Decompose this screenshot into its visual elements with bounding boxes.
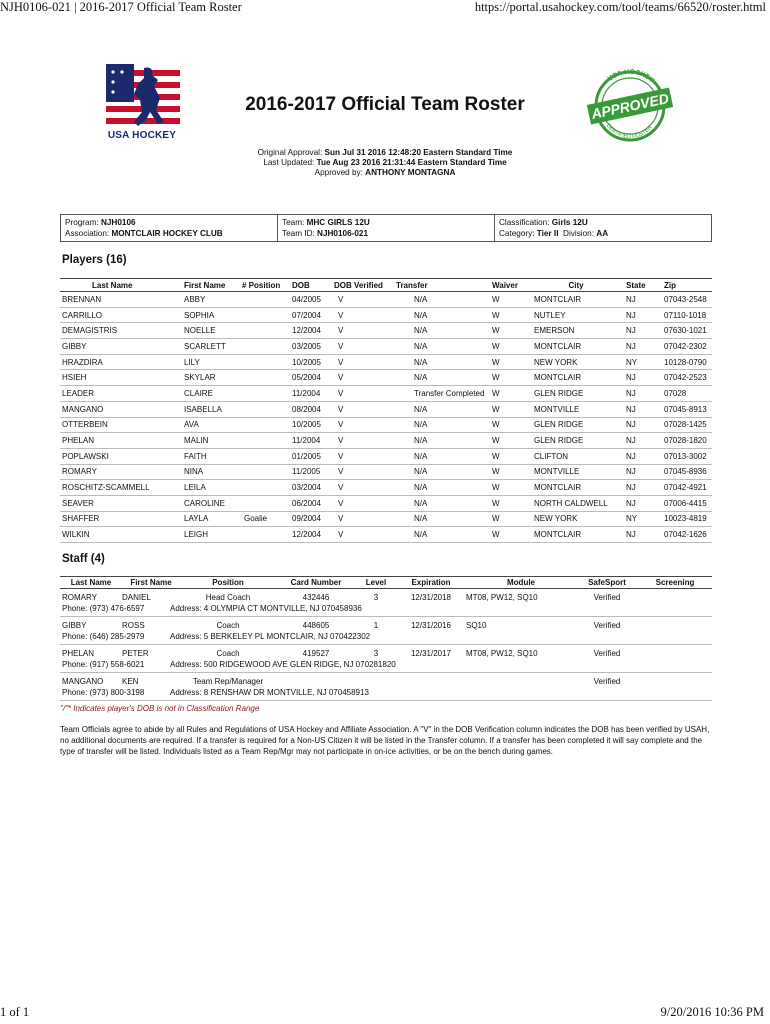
- player-cell: [240, 433, 290, 449]
- player-cell: N/A: [394, 433, 490, 449]
- player-cell: V: [332, 386, 394, 402]
- player-cell: NORTH CALDWELL: [528, 495, 624, 511]
- program-cell: [61, 215, 277, 241]
- player-cell: NJ: [624, 401, 662, 417]
- player-cell: V: [332, 495, 394, 511]
- team-id-value: NJH0106-021: [317, 228, 369, 238]
- player-row: [60, 307, 712, 323]
- player-cell: V: [332, 354, 394, 370]
- staff-header-row: [60, 576, 712, 589]
- staff-cell-level: 3: [373, 593, 379, 602]
- player-cell: GIBBY: [60, 339, 174, 355]
- player-cell: 07110-1018: [662, 307, 712, 323]
- player-cell: W: [490, 323, 528, 339]
- player-cell: MONTVILLE: [528, 401, 624, 417]
- team-id-label: Team ID:: [282, 228, 315, 238]
- player-cell: 07028: [662, 386, 712, 402]
- player-cell: V: [332, 292, 394, 308]
- player-row: [60, 480, 712, 496]
- staff-address: Address: 8 RENSHAW DR MONTVILLE, NJ 070458913: [170, 688, 369, 697]
- staff-col-header: SafeSport: [588, 578, 626, 587]
- player-cell: LEADER: [60, 386, 174, 402]
- player-cell: NJ: [624, 292, 662, 308]
- player-cell: W: [490, 339, 528, 355]
- player-cell: POPLAWSKI: [60, 448, 174, 464]
- player-cell: NJ: [624, 433, 662, 449]
- player-cell: [240, 354, 290, 370]
- player-cell: MONTCLAIR: [528, 339, 624, 355]
- staff-cell-safesport: Verified: [593, 649, 621, 658]
- player-cell: BRENNAN: [60, 292, 174, 308]
- player-cell: MONTCLAIR: [528, 527, 624, 543]
- player-cell: 03/2004: [290, 480, 332, 496]
- player-cell: V: [332, 433, 394, 449]
- staff-cell-first: DANIEL: [122, 593, 151, 602]
- approval-info: [200, 148, 570, 178]
- players-col-header: DOB: [290, 279, 332, 292]
- staff-cell-first: ROSS: [122, 621, 145, 630]
- player-cell: V: [332, 339, 394, 355]
- player-cell: NJ: [624, 448, 662, 464]
- player-cell: MALIN: [174, 433, 240, 449]
- players-col-header: # Position: [240, 279, 290, 292]
- player-cell: NJ: [624, 417, 662, 433]
- original-approval-label: Original Approval:: [257, 148, 323, 157]
- staff-cell-expiration: 12/31/2018: [410, 593, 452, 602]
- player-cell: 10/2005: [290, 354, 332, 370]
- player-cell: FAITH: [174, 448, 240, 464]
- player-cell: HSIEH: [60, 370, 174, 386]
- stamp-approved-text: APPROVED: [589, 90, 671, 122]
- team-value: MHC GIRLS 12U: [306, 218, 370, 227]
- staff-cell-safesport: Verified: [593, 621, 621, 630]
- player-cell: NEW YORK: [528, 354, 624, 370]
- staff-col-header: Module: [507, 578, 535, 587]
- player-cell: NINA: [174, 464, 240, 480]
- player-cell: MANGANO: [60, 401, 174, 417]
- player-cell: W: [490, 401, 528, 417]
- player-cell: 11/2004: [290, 433, 332, 449]
- staff-col-header: First Name: [130, 578, 172, 587]
- player-cell: N/A: [394, 307, 490, 323]
- player-cell: 07006-4415: [662, 495, 712, 511]
- player-cell: W: [490, 527, 528, 543]
- player-cell: 04/2005: [290, 292, 332, 308]
- players-header-row: [60, 279, 712, 292]
- player-cell: ROSCHITZ-SCAMMELL: [60, 480, 174, 496]
- stamp-top-text: USA HOCKEY: [606, 68, 656, 85]
- approved-by-label: Approved by:: [314, 168, 363, 177]
- player-cell: N/A: [394, 511, 490, 527]
- officials-agreement-note: Team Officials agree to abide by all Rules and Regulations of USA Hockey and Affiliate Association. A "V" in the DOB Verification column indicates the DOB has been verified by USAH, no additional documents are required. If a transfer is required for a Non-US Citizen it will be listed in the Transfer column. If a transfer has been completed it will say complete and the type of transfer will be listed. Individuals listed as a Team Rep/Mgr may not participate in on-ice activities, or be on the bench during games.: [60, 725, 710, 756]
- player-row: [60, 448, 712, 464]
- category-value: Tier II: [536, 228, 559, 238]
- player-cell: EMERSON: [528, 323, 624, 339]
- staff-cell-level: 1: [373, 621, 379, 630]
- player-cell: [240, 307, 290, 323]
- category-label: Category:: [499, 228, 535, 238]
- player-cell: 07045-8936: [662, 464, 712, 480]
- player-cell: 09/2004: [290, 511, 332, 527]
- classification-cell: [494, 215, 711, 241]
- player-cell: NJ: [624, 323, 662, 339]
- staff-col-header: Position: [212, 578, 244, 587]
- staff-address: Address: 500 RIDGEWOOD AVE GLEN RIDGE, NJ 070281820: [170, 660, 396, 669]
- player-row: [60, 527, 712, 543]
- player-cell: N/A: [394, 448, 490, 464]
- player-cell: N/A: [394, 495, 490, 511]
- player-cell: W: [490, 433, 528, 449]
- player-cell: Transfer Completed: [394, 386, 490, 402]
- player-cell: W: [490, 511, 528, 527]
- player-cell: W: [490, 307, 528, 323]
- staff-col-header: Level: [365, 578, 387, 587]
- player-cell: N/A: [394, 527, 490, 543]
- approved-stamp: [584, 66, 676, 144]
- player-cell: 07/2004: [290, 307, 332, 323]
- player-row: [60, 323, 712, 339]
- player-cell: 03/2005: [290, 339, 332, 355]
- staff-record: [60, 673, 712, 701]
- player-cell: V: [332, 307, 394, 323]
- player-cell: OTTERBEIN: [60, 417, 174, 433]
- stamp-bottom-text: CERTIFIED ROSTER: [604, 122, 654, 141]
- player-cell: MONTCLAIR: [528, 480, 624, 496]
- player-cell: 07028-1820: [662, 433, 712, 449]
- player-cell: V: [332, 417, 394, 433]
- players-table: [60, 278, 712, 543]
- player-cell: N/A: [394, 339, 490, 355]
- player-cell: 10023-4819: [662, 511, 712, 527]
- player-cell: PHELAN: [60, 433, 174, 449]
- player-cell: CARRILLO: [60, 307, 174, 323]
- player-cell: [240, 339, 290, 355]
- staff-cell-safesport: Verified: [593, 593, 621, 602]
- program-label: Program:: [65, 218, 99, 227]
- svg-text:USA HOCKEY: [607, 69, 656, 85]
- staff-address: Address: 5 BERKELEY PL MONTCLAIR, NJ 070422302: [170, 632, 371, 641]
- player-cell: SHAFFER: [60, 511, 174, 527]
- player-cell: 07042-2523: [662, 370, 712, 386]
- player-cell: CLAIRE: [174, 386, 240, 402]
- players-col-header: Waiver: [490, 279, 528, 292]
- player-cell: GLEN RIDGE: [528, 386, 624, 402]
- staff-cell-expiration: 12/31/2016: [410, 621, 452, 630]
- players-col-header: State: [624, 279, 662, 292]
- player-cell: [240, 401, 290, 417]
- approved-by-value: ANTHONY MONTAGNA: [365, 168, 456, 177]
- player-cell: LAYLA: [174, 511, 240, 527]
- player-cell: 10/2005: [290, 417, 332, 433]
- staff-cell-module: SQ10: [466, 621, 487, 630]
- players-col-header: Zip: [662, 279, 712, 292]
- player-cell: V: [332, 464, 394, 480]
- page-title: 2016-2017 Official Team Roster: [245, 94, 525, 115]
- player-row: [60, 417, 712, 433]
- player-cell: [240, 464, 290, 480]
- player-cell: NJ: [624, 464, 662, 480]
- player-row: [60, 292, 712, 308]
- print-header-title: NJH0106-021 | 2016-2017 Official Team Roster: [0, 0, 242, 14]
- classification-value: Girls 12U: [551, 218, 588, 227]
- player-row: [60, 370, 712, 386]
- program-value: NJH0106: [100, 218, 136, 227]
- staff-cell-position: Coach: [216, 649, 240, 658]
- player-cell: 08/2004: [290, 401, 332, 417]
- player-cell: 12/2004: [290, 323, 332, 339]
- staff-col-header: Last Name: [70, 578, 112, 587]
- player-cell: NJ: [624, 370, 662, 386]
- player-cell: MONTVILLE: [528, 464, 624, 480]
- player-cell: 07013-3002: [662, 448, 712, 464]
- player-cell: 07045-8913: [662, 401, 712, 417]
- player-cell: 06/2004: [290, 495, 332, 511]
- player-cell: V: [332, 527, 394, 543]
- usa-hockey-logo: [104, 64, 180, 144]
- classification-label: Classification:: [499, 218, 550, 227]
- staff-body: [60, 589, 712, 701]
- player-cell: N/A: [394, 292, 490, 308]
- player-cell: NOELLE: [174, 323, 240, 339]
- players-body: [60, 292, 712, 543]
- players-heading: Players (16): [62, 254, 127, 266]
- players-col-header: City: [528, 279, 624, 292]
- staff-cell-last: GIBBY: [62, 621, 87, 630]
- player-cell: GLEN RIDGE: [528, 433, 624, 449]
- player-cell: NUTLEY: [528, 307, 624, 323]
- last-updated-label: Last Updated:: [263, 158, 315, 167]
- player-cell: [240, 370, 290, 386]
- staff-phone: Phone: (973) 476-6597: [62, 604, 145, 613]
- player-cell: 07043-2548: [662, 292, 712, 308]
- player-cell: NJ: [624, 307, 662, 323]
- player-cell: 07042-1626: [662, 527, 712, 543]
- player-cell: 12/2004: [290, 527, 332, 543]
- player-cell: W: [490, 386, 528, 402]
- staff-cell-expiration: 12/31/2017: [410, 649, 452, 658]
- player-cell: CAROLINE: [174, 495, 240, 511]
- players-col-header: Transfer: [394, 279, 490, 292]
- player-row: [60, 401, 712, 417]
- approved-stamp-icon: [584, 66, 676, 144]
- player-cell: 10128-0790: [662, 354, 712, 370]
- staff-record: [60, 589, 712, 617]
- original-approval-value: Sun Jul 31 2016 12:48:20 Eastern Standard Time: [324, 148, 513, 157]
- staff-table: [60, 576, 712, 701]
- dob-footnote: "/"* Indicates player's DOB is not in Classification Range: [60, 704, 260, 713]
- player-cell: [240, 495, 290, 511]
- staff-cell-card: 419527: [302, 649, 330, 658]
- player-cell: V: [332, 511, 394, 527]
- players-col-header: Last Name: [60, 279, 174, 292]
- players-col-header: First Name: [174, 279, 240, 292]
- player-cell: ABBY: [174, 292, 240, 308]
- player-cell: 11/2004: [290, 386, 332, 402]
- staff-cell-position: Coach: [216, 621, 240, 630]
- player-cell: V: [332, 323, 394, 339]
- team-cell: [277, 215, 494, 241]
- player-row: [60, 339, 712, 355]
- player-cell: W: [490, 370, 528, 386]
- player-cell: SKYLAR: [174, 370, 240, 386]
- player-cell: V: [332, 448, 394, 464]
- player-cell: [240, 527, 290, 543]
- staff-phone: Phone: (973) 800-3198: [62, 688, 145, 697]
- print-header-url: https://portal.usahockey.com/tool/teams/66520/roster.html: [474, 0, 766, 14]
- player-cell: 07630-1021: [662, 323, 712, 339]
- player-cell: MONTCLAIR: [528, 370, 624, 386]
- player-cell: W: [490, 292, 528, 308]
- staff-cell-card: 432446: [302, 593, 330, 602]
- staff-cell-module: MT08, PW12, SQ10: [466, 593, 538, 602]
- player-cell: [240, 417, 290, 433]
- association-value: MONTCLAIR HOCKEY CLUB: [111, 228, 223, 238]
- staff-cell-safesport: Verified: [593, 677, 621, 686]
- player-cell: [240, 292, 290, 308]
- player-cell: NJ: [624, 495, 662, 511]
- player-cell: N/A: [394, 417, 490, 433]
- staff-col-header: Screening: [655, 578, 695, 587]
- player-cell: MONTCLAIR: [528, 292, 624, 308]
- staff-heading: Staff (4): [62, 553, 105, 565]
- player-cell: [240, 323, 290, 339]
- players-col-header: DOB Verified: [332, 279, 394, 292]
- player-cell: 05/2004: [290, 370, 332, 386]
- player-cell: HRAZDIRA: [60, 354, 174, 370]
- player-cell: N/A: [394, 323, 490, 339]
- player-cell: [240, 386, 290, 402]
- player-cell: N/A: [394, 464, 490, 480]
- staff-record: [60, 645, 712, 673]
- staff-cell-card: 448605: [302, 621, 330, 630]
- player-cell: N/A: [394, 401, 490, 417]
- player-cell: NJ: [624, 339, 662, 355]
- player-cell: SOPHIA: [174, 307, 240, 323]
- player-cell: LILY: [174, 354, 240, 370]
- staff-record: [60, 617, 712, 645]
- player-cell: LEIGH: [174, 527, 240, 543]
- team-info-box: [60, 214, 712, 242]
- player-row: [60, 495, 712, 511]
- player-cell: SEAVER: [60, 495, 174, 511]
- player-cell: 01/2005: [290, 448, 332, 464]
- player-cell: V: [332, 480, 394, 496]
- player-cell: N/A: [394, 354, 490, 370]
- division-label: Division:: [563, 228, 594, 238]
- player-cell: WILKIN: [60, 527, 174, 543]
- player-cell: V: [332, 401, 394, 417]
- staff-cell-first: KEN: [122, 677, 139, 686]
- division-value: AA: [596, 228, 609, 238]
- player-row: [60, 464, 712, 480]
- player-cell: V: [332, 370, 394, 386]
- staff-phone: Phone: (646) 285-2979: [62, 632, 145, 641]
- usa-hockey-logo-text: USA HOCKEY: [107, 130, 177, 141]
- last-updated-value: Tue Aug 23 2016 21:31:44 Eastern Standard Time: [316, 158, 507, 167]
- print-footer-date: 9/20/2016 10:36 PM: [660, 1005, 764, 1019]
- player-cell: W: [490, 354, 528, 370]
- player-row: [60, 354, 712, 370]
- player-cell: W: [490, 480, 528, 496]
- player-cell: GLEN RIDGE: [528, 417, 624, 433]
- player-cell: NEW YORK: [528, 511, 624, 527]
- player-row: [60, 386, 712, 402]
- player-cell: W: [490, 464, 528, 480]
- player-cell: N/A: [394, 480, 490, 496]
- player-cell: 11/2005: [290, 464, 332, 480]
- player-cell: SCARLETT: [174, 339, 240, 355]
- player-cell: W: [490, 495, 528, 511]
- staff-cell-first: PETER: [122, 649, 149, 658]
- player-cell: [240, 480, 290, 496]
- staff-col-header: Card Number: [290, 578, 342, 587]
- player-cell: ISABELLA: [174, 401, 240, 417]
- player-cell: NJ: [624, 480, 662, 496]
- player-row: [60, 511, 712, 527]
- staff-cell-module: MT08, PW12, SQ10: [466, 649, 538, 658]
- staff-cell-position: Team Rep/Manager: [192, 677, 264, 686]
- staff-cell-last: ROMARY: [62, 593, 97, 602]
- player-cell: W: [490, 417, 528, 433]
- staff-col-header: Expiration: [411, 578, 451, 587]
- player-cell: CLIFTON: [528, 448, 624, 464]
- print-footer-page: 1 of 1: [0, 1005, 30, 1019]
- player-cell: [240, 448, 290, 464]
- player-cell: NJ: [624, 527, 662, 543]
- player-cell: 07042-2302: [662, 339, 712, 355]
- staff-cell-last: PHELAN: [62, 649, 95, 658]
- team-label: Team:: [282, 218, 305, 227]
- staff-cell-position: Head Coach: [205, 593, 251, 602]
- association-label: Association:: [65, 228, 110, 238]
- staff-cell-last: MANGANO: [62, 677, 104, 686]
- player-cell: N/A: [394, 370, 490, 386]
- player-cell: AVA: [174, 417, 240, 433]
- player-cell: NJ: [624, 386, 662, 402]
- player-cell: ROMARY: [60, 464, 174, 480]
- player-cell: 07042-4921: [662, 480, 712, 496]
- player-cell: NY: [624, 354, 662, 370]
- player-cell: W: [490, 448, 528, 464]
- player-cell: DEMAGISTRIS: [60, 323, 174, 339]
- staff-phone: Phone: (917) 558-6021: [62, 660, 145, 669]
- staff-cell-level: 3: [373, 649, 379, 658]
- player-cell: NY: [624, 511, 662, 527]
- player-cell: LEILA: [174, 480, 240, 496]
- player-cell: 07028-1425: [662, 417, 712, 433]
- staff-address: Address: 4 OLYMPIA CT MONTVILLE, NJ 070458936: [170, 604, 362, 613]
- player-row: [60, 433, 712, 449]
- player-cell: Goalie: [240, 511, 290, 527]
- usa-hockey-flag-icon: [104, 64, 180, 130]
